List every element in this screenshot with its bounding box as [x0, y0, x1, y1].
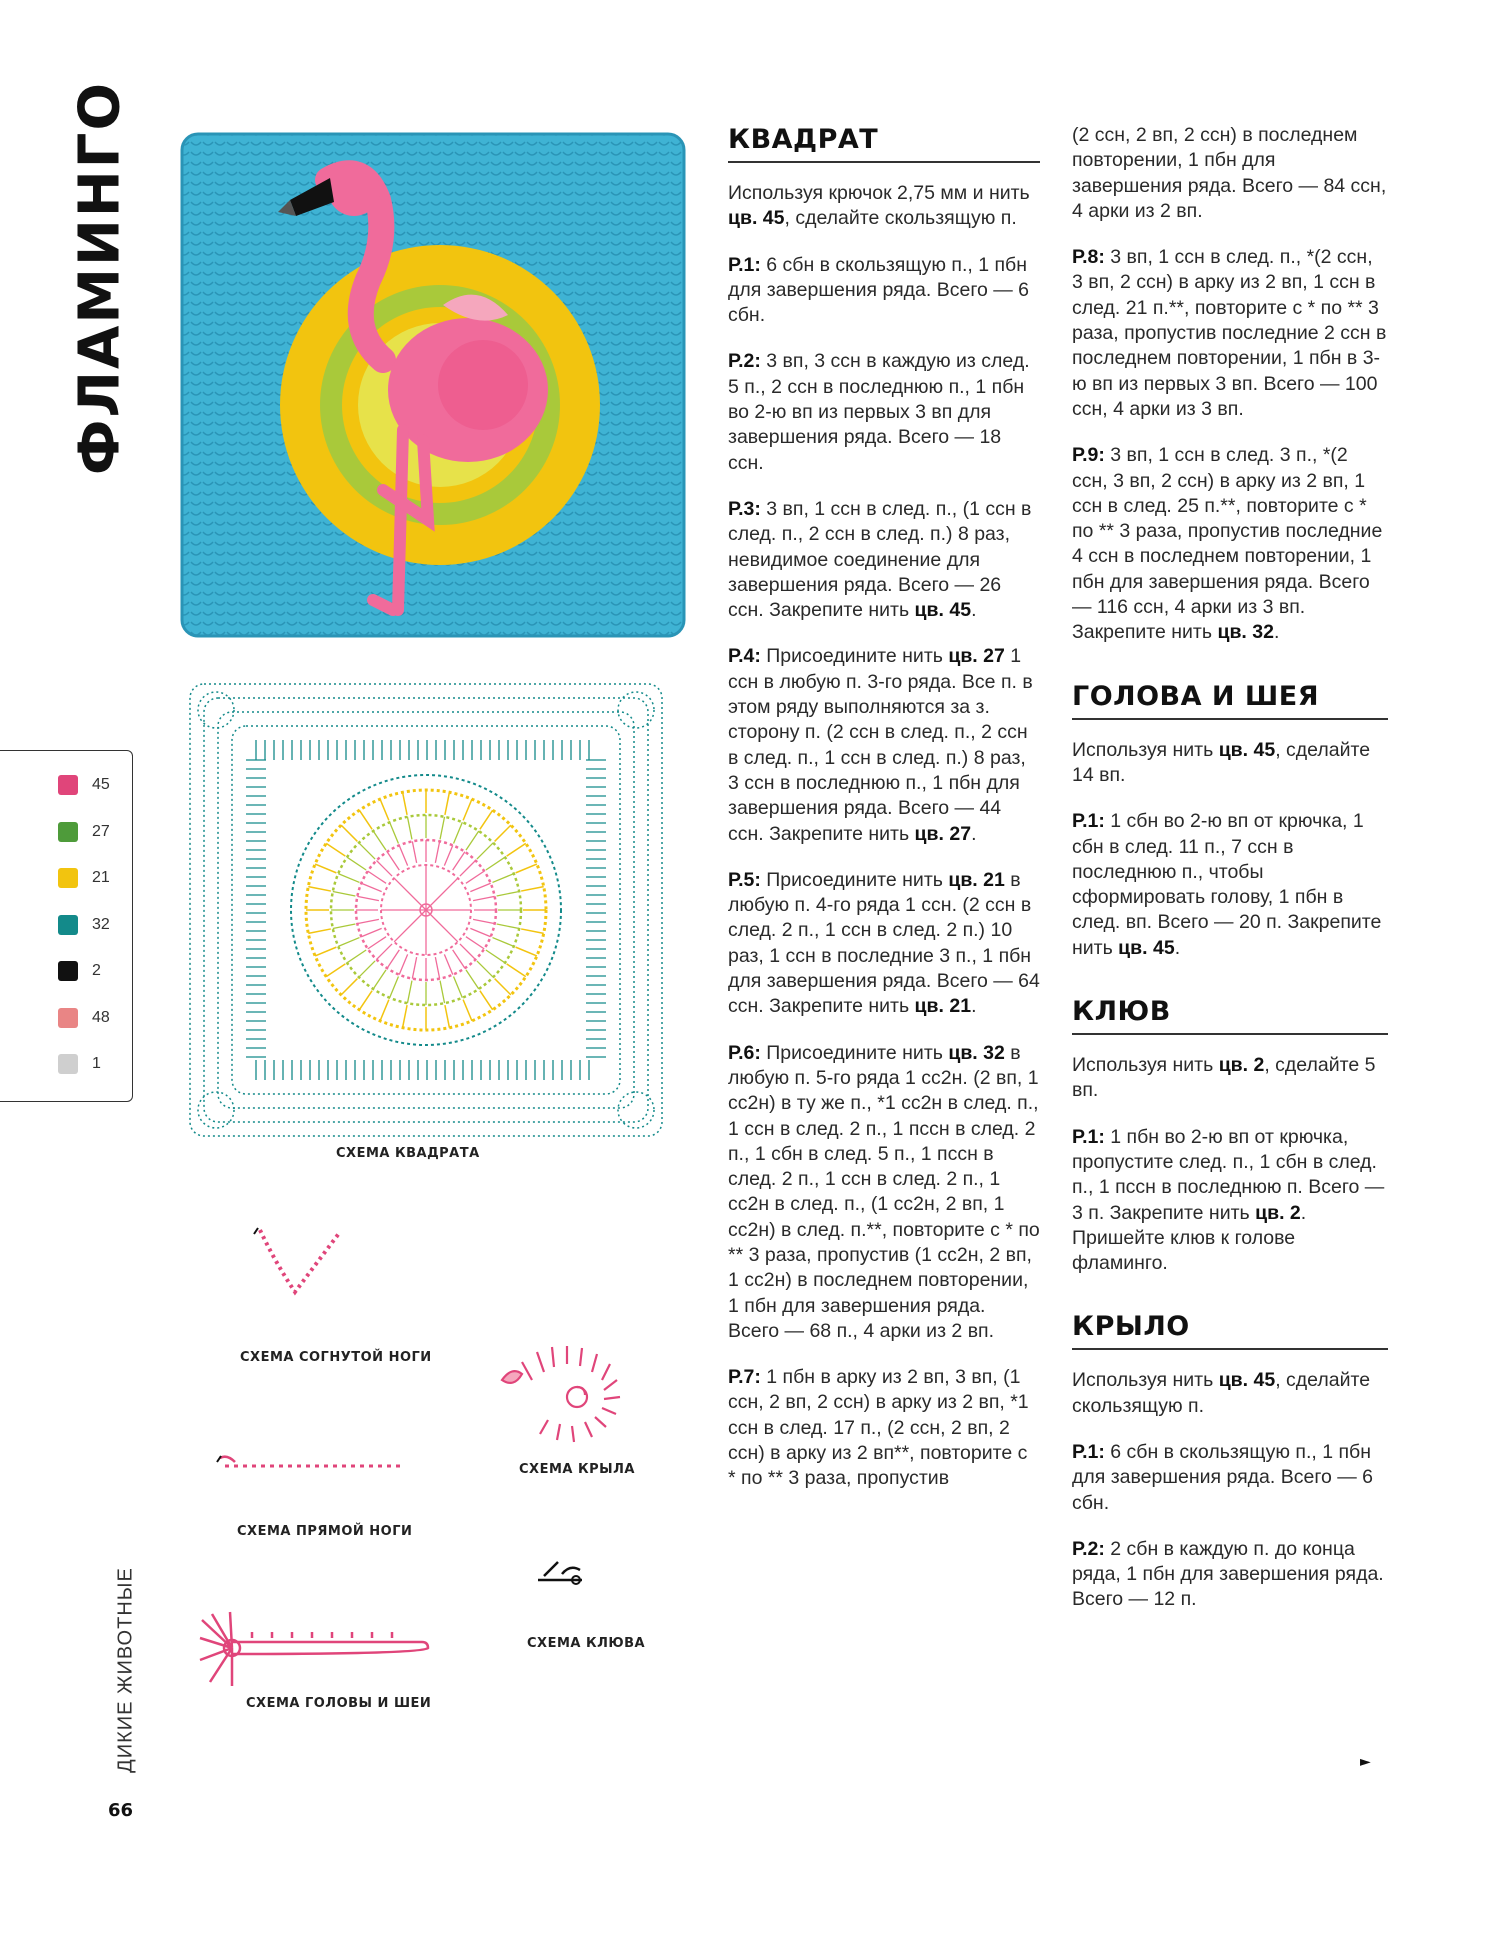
chart-spoke-green — [407, 817, 411, 840]
legend-code: 32 — [92, 915, 110, 933]
chart-spoke-green — [390, 977, 399, 998]
heading-wing: КРЫЛО — [1072, 1310, 1388, 1350]
row-text-cont: в любую п. 5-го ряда 1 сс2н. (2 вп, 1 сс2н) в ту же п., *1 сс2н в след. п., 1 ссн в след. 2 п., 1 пссн в след. 2 п., 1 сбн в след. 5 п., 1 пссн в след. 2 п., 1 ссн в след. 2 п., 1 сс2н в след. п., (1 сс2н, 2 вп, 1 сс2н) в след. п.**, повторите с * по ** 3 раза, пропустив (1 сс2н, 2 вп, 1 сс2н) в последнем повторении, 1 пбн для завершения ряда. Всего — 68 п., 4 арки из 2 вп. — [728, 1041, 1040, 1342]
heading-head-neck: ГОЛОВА И ШЕЯ — [1072, 680, 1388, 720]
row-end: . — [971, 995, 977, 1018]
instruction-row — [728, 868, 1040, 1020]
chart-spoke-yellow — [403, 792, 407, 815]
row-text: 3 вп, 1 ссн в след. п., *(2 ссн, 3 вп, 2 ссн) в арку из 2 вп, 1 ссн в след. 21 п.**, повторите с * по ** 3 раза, пропустив последние 2 ссн в последнем повторении, 1 пбн в 3-ю вп из первых 3 вп. Всего — 100 ссн, 4 арки из 3 вп. — [1072, 246, 1387, 420]
row-text: Присоедините нить — [760, 868, 949, 891]
chart-spoke-pink — [387, 852, 399, 870]
square-intro: Используя крючок 2,75 мм и нить цв. 45, сделайте скользящую п. — [728, 182, 1030, 230]
legend-swatch — [58, 961, 78, 981]
chart-spoke-pink — [368, 871, 386, 883]
chart-spoke-green — [333, 924, 356, 928]
heading-square: КВАДРАТ — [728, 123, 1040, 163]
chart-spoke-yellow — [308, 887, 331, 891]
row-label: Р.9: — [1072, 444, 1105, 467]
section-label: ДИКИЕ ЖИВОТНЫЕ — [114, 1567, 137, 1773]
beak-row1: Р.1: 1 пбн во 2-ю вп от крючка, пропустите след. п., 1 сбн в след. п., 1 пссн в последнюю п. Всего — 3 п. Закрепите нить цв. 2. Пришейте клюв к голове фламинго. — [1072, 1125, 1385, 1275]
chart-spoke-pink — [473, 896, 495, 900]
beak-chart — [532, 1552, 592, 1592]
legend-item — [58, 868, 110, 888]
row-label: Р.1: — [728, 253, 761, 276]
instruction-row — [728, 253, 1040, 329]
color-legend — [0, 750, 133, 1102]
row-label: Р.4: — [728, 645, 761, 668]
head-neck-caption: СХЕМА ГОЛОВЫ И ШЕИ — [246, 1696, 432, 1711]
chart-spoke-yellow — [521, 929, 544, 933]
chart-spoke-yellow — [463, 799, 472, 820]
chart-spoke-pink — [466, 937, 484, 949]
legend-code: 2 — [92, 962, 101, 979]
instruction-row — [728, 349, 1040, 475]
row-end: . — [971, 822, 977, 845]
chart-spoke-yellow — [495, 979, 511, 995]
legend-swatch — [58, 1054, 78, 1074]
row-text: 3 вп, 1 ссн в след. п., (1 ссн в след. п., 2 ссн в след. п.) 8 раз, невидимое соединение для завершения ряда. Всего — 26 ссн. Закрепите нить — [728, 497, 1032, 622]
chart-spoke-yellow — [315, 947, 336, 956]
legend-item — [58, 961, 101, 981]
chart-spoke-pink — [412, 957, 416, 979]
legend-item — [58, 1008, 110, 1028]
beak-caption: СХЕМА КЛЮВА — [527, 1636, 646, 1651]
chart-spoke-yellow — [326, 964, 345, 977]
chart-spoke-pink — [377, 944, 393, 960]
bent-leg-chart — [250, 1222, 360, 1312]
chart-spoke-green — [359, 843, 375, 859]
chart-spoke-yellow — [326, 843, 345, 856]
chart-spoke-pink — [399, 954, 407, 974]
row-color-end: цв. 21 — [914, 995, 972, 1018]
chart-spoke-green — [333, 891, 356, 895]
head-row1: Р.1: 1 сбн во 2-ю вп от крючка, 1 сбн в след. 11 п., 7 ссн в последнюю п., чтобы сформировать голову, 1 пбн в след. вп. Всего — 20 п. Закрепите нить цв. 45. — [1072, 810, 1382, 959]
legend-item — [58, 915, 110, 935]
chart-spoke-yellow — [480, 810, 493, 829]
bent-leg-caption: СХЕМА СОГНУТОЙ НОГИ — [240, 1350, 432, 1365]
chart-spoke-green — [493, 874, 514, 883]
row-label: Р.3: — [728, 497, 761, 520]
legend-swatch — [58, 868, 78, 888]
head-intro: Используя нить цв. 45, сделайте 14 вп. — [1072, 738, 1371, 786]
page-title: ФЛАМИНГО — [67, 80, 133, 476]
chart-spoke-pink — [412, 841, 416, 863]
square-chart-diagram — [186, 680, 666, 1140]
chart-spoke-yellow — [445, 1005, 449, 1028]
legend-item — [58, 775, 110, 795]
flamingo-square-photo — [178, 130, 688, 640]
row-end: . — [1273, 621, 1280, 644]
page-title-block — [50, 80, 150, 476]
row-color-end: цв. 45 — [914, 599, 972, 622]
chart-spoke-yellow — [463, 1000, 472, 1021]
row-color: цв. 27 — [948, 645, 1005, 668]
chart-spoke-pink — [473, 919, 495, 923]
chart-spoke-yellow — [341, 825, 357, 841]
row-color: цв. 32 — [948, 1041, 1005, 1064]
instruction-row — [728, 497, 1040, 623]
chart-spoke-pink — [361, 928, 381, 936]
chart-spoke-green — [359, 961, 375, 977]
heading-beak: КЛЮВ — [1072, 995, 1388, 1035]
chart-spoke-pink — [399, 845, 407, 865]
column-square-instructions — [728, 123, 1040, 1513]
chart-spoke-green — [486, 950, 505, 963]
chart-spoke-yellow — [403, 1005, 407, 1028]
wing-caption: СХЕМА КРЫЛА — [519, 1462, 635, 1477]
wing-chart — [492, 1342, 642, 1452]
chart-spoke-yellow — [380, 1000, 389, 1021]
legend-code: 27 — [92, 822, 110, 840]
row-text: 1 пбн в арку из 2 вп, 3 вп, (1 ссн, 2 вп, 2 ссн) в арку из 2 вп, *1 ссн в след. 17 п., (2 ссн, 2 вп, 2 ссн) в арку из 2 вп**, повторите с * по ** 3 раза, пропустив — [728, 1366, 1029, 1490]
chart-spoke-yellow — [507, 964, 526, 977]
chart-spoke-green — [440, 981, 444, 1004]
straight-leg-chart — [215, 1448, 405, 1478]
chart-spoke-pink — [444, 954, 452, 974]
chart-spoke-pink — [387, 950, 399, 968]
chart-spoke-pink — [466, 871, 484, 883]
row-text: Присоедините нить — [760, 1041, 949, 1064]
chart-spoke-green — [373, 831, 386, 850]
chart-spoke-green — [373, 970, 386, 989]
legend-swatch — [58, 1008, 78, 1028]
row-text: 6 сбн в скользящую п., 1 пбн для завершения ряда. Всего — 6 сбн. — [728, 253, 1030, 327]
chart-spoke-yellow — [507, 843, 526, 856]
chart-spoke-pink — [377, 861, 393, 877]
row-end: . — [971, 599, 977, 622]
chart-spoke-yellow — [516, 864, 537, 873]
chart-spoke-pink — [470, 928, 490, 936]
legend-swatch — [58, 775, 78, 795]
legend-item — [58, 1054, 101, 1074]
chart-spoke-green — [454, 822, 463, 843]
row-label: Р.5: — [728, 868, 761, 891]
row-text-cont: 1 ссн в любую п. 3-го ряда. Все п. в этом ряду выполняются за з. сторону п. (2 ссн в след. п., 2 ссн в след. п., 1 ссн в след. п.) 8 раз, 3 ссн в последнюю п., 1 пбн для завершения ряда. Всего — 44 ссн. Закрепите нить — [728, 645, 1033, 845]
chart-spoke-green — [390, 822, 399, 843]
instruction-row — [728, 644, 1040, 846]
row-color-end: цв. 32 — [1217, 621, 1274, 644]
section-label-block — [104, 1540, 148, 1800]
chart-spoke-green — [497, 891, 520, 895]
chart-spoke-pink — [460, 944, 476, 960]
chart-spoke-green — [338, 938, 359, 947]
row-label: Р.8: — [1072, 246, 1105, 269]
chart-spoke-green — [466, 970, 479, 989]
page-number: 66 — [108, 1800, 134, 1821]
chart-spoke-pink — [435, 957, 439, 979]
chart-spoke-green — [347, 950, 366, 963]
row-color: цв. 21 — [948, 868, 1005, 891]
chart-spoke-pink — [453, 852, 465, 870]
wing-row2: Р.2: 2 сбн в каждую п. до конца ряда, 1 пбн для завершения ряда. Всего — 12 п. — [1072, 1537, 1384, 1611]
chart-spoke-yellow — [359, 991, 372, 1010]
legend-swatch — [58, 915, 78, 935]
wing-intro: Используя нить цв. 45, сделайте скользящую п. — [1072, 1369, 1371, 1417]
legend-item — [58, 822, 110, 842]
chart-spoke-pink — [368, 937, 386, 949]
row-text-cont: в любую п. 4-го ряда 1 ссн. (2 ссн в след. 2 п., 1 ссн в след. 2 п.) 10 раз, 1 ссн в последние 3 п., 1 пбн для завершения ряда. Всего — 64 ссн. Закрепите нить — [728, 868, 1040, 1018]
legend-code: 1 — [92, 1055, 101, 1072]
square-chart-caption: СХЕМА КВАДРАТА — [336, 1146, 480, 1161]
beak-intro: Используя нить цв. 2, сделайте 5 вп. — [1072, 1054, 1376, 1102]
chart-spoke-pink — [453, 950, 465, 968]
head-neck-chart — [192, 1608, 432, 1688]
legend-swatch — [58, 822, 78, 842]
next-page-arrow-icon: ► — [1360, 1754, 1371, 1770]
chart-spoke-green — [454, 977, 463, 998]
chart-spoke-yellow — [521, 887, 544, 891]
chart-spoke-green — [407, 981, 411, 1004]
chart-spoke-yellow — [516, 947, 537, 956]
chart-spoke-green — [347, 857, 366, 870]
chart-spoke-green — [493, 938, 514, 947]
instruction-row — [728, 1041, 1040, 1345]
square-rows — [728, 253, 1040, 1492]
row-label: Р.7: — [728, 1366, 761, 1389]
legend-code: 45 — [92, 776, 110, 793]
row-label: Р.2: — [728, 350, 761, 373]
chart-spoke-pink — [357, 896, 379, 900]
legend-code: 21 — [92, 869, 110, 886]
chart-spoke-pink — [357, 919, 379, 923]
instruction-row — [1072, 443, 1388, 645]
chart-spoke-green — [466, 831, 479, 850]
chart-spoke-green — [440, 817, 444, 840]
chart-spoke-yellow — [445, 792, 449, 815]
chart-spoke-pink — [460, 861, 476, 877]
chart-spoke-yellow — [359, 810, 372, 829]
square-rows-continued — [1072, 245, 1388, 645]
chart-spoke-pink — [444, 845, 452, 865]
chart-spoke-pink — [435, 841, 439, 863]
chart-spoke-yellow — [308, 929, 331, 933]
instruction-row — [728, 1365, 1040, 1491]
chart-spoke-pink — [470, 883, 490, 891]
chart-spoke-pink — [361, 883, 381, 891]
chart-spoke-green — [497, 924, 520, 928]
chart-spoke-yellow — [315, 864, 336, 873]
row-color-end: цв. 27 — [914, 822, 972, 845]
row-label: Р.6: — [728, 1041, 761, 1064]
chart-spoke-green — [486, 857, 505, 870]
chart-spoke-yellow — [480, 991, 493, 1010]
chart-spoke-green — [477, 961, 493, 977]
row-text: Присоедините нить — [760, 645, 949, 668]
chart-spoke-green — [338, 874, 359, 883]
chart-spoke-yellow — [495, 825, 511, 841]
chart-spoke-yellow — [341, 979, 357, 995]
instruction-row — [1072, 245, 1388, 422]
chart-spoke-green — [477, 843, 493, 859]
chart-spoke-yellow — [380, 799, 389, 820]
straight-leg-caption: СХЕМА ПРЯМОЙ НОГИ — [237, 1524, 413, 1539]
row-text: 3 вп, 3 ссн в каждую из след. 5 п., 2 ссн в последнюю п., 1 пбн во 2-ю вп из первых 3 вп для завершения ряда. Всего — 18 ссн. — [728, 350, 1030, 474]
column-two-instructions — [1072, 123, 1388, 1634]
row-text: 3 вп, 1 ссн в след. 3 п., *(2 ссн, 3 вп, 2 ссн) в арку из 2 вп, 1 ссн в след. 25 п.**, повторите с * по ** 3 раза, пропустив последние 4 ссн в последнем повторении, 1 пбн для завершения ряда. Всего — 116 ссн, 4 арки из 3 вп. Закрепите нить — [1072, 444, 1383, 644]
wing-row1: Р.1: 6 сбн в скользящую п., 1 пбн для завершения ряда. Всего — 6 сбн. — [1072, 1440, 1374, 1514]
square-row7-continued: (2 ссн, 2 вп, 2 ссн) в последнем повторении, 1 пбн для завершения ряда. Всего — 84 ссн, 4 арки из 2 вп. — [1072, 124, 1387, 222]
legend-code: 48 — [92, 1008, 110, 1026]
